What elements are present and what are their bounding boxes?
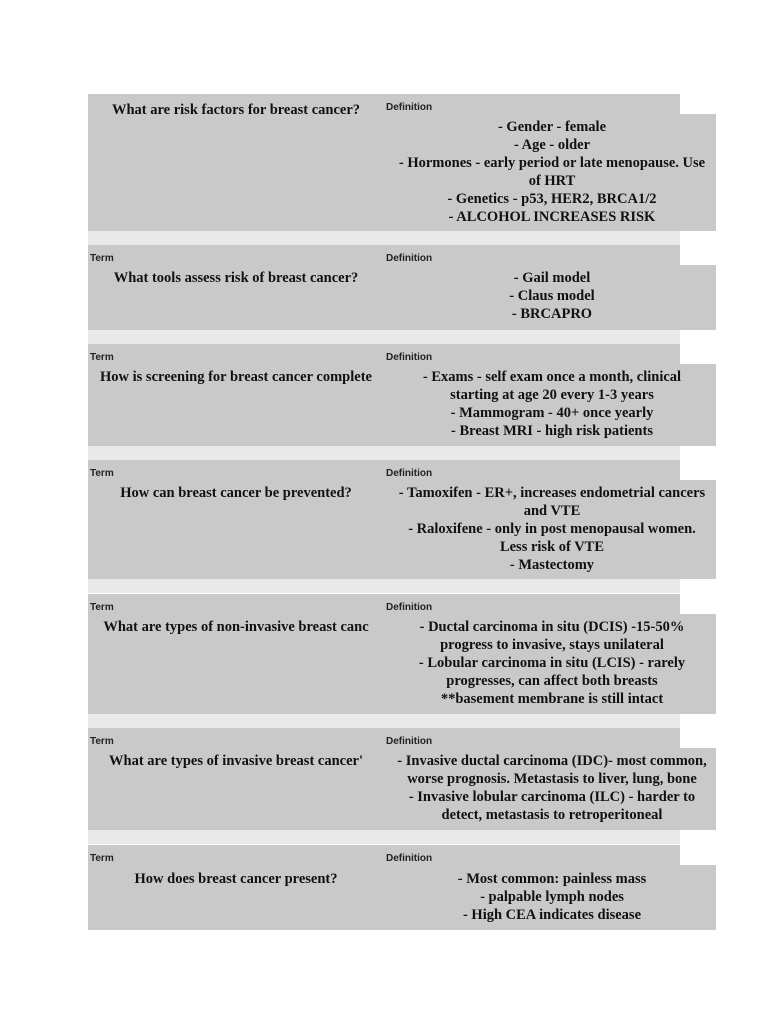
term-text: What tools assess risk of breast cancer? <box>113 270 359 286</box>
term-text: How is screening for breast cancer complete <box>100 369 372 385</box>
definition-line: - Hormones - early period or late menopause. Use <box>398 155 706 171</box>
term-text: What are risk factors for breast cancer? <box>111 102 361 118</box>
definition-line: worse prognosis. Metastasis to liver, lung, bone <box>407 771 697 787</box>
flashcard <box>88 845 680 930</box>
definition-text <box>388 118 716 226</box>
flashcard <box>88 344 680 446</box>
definition-label: Definition <box>386 102 433 113</box>
definition-label: Definition <box>386 602 433 613</box>
definition-line: progress to invasive, stays unilateral <box>440 637 664 653</box>
term-label: Term <box>90 853 114 864</box>
term-label: Term <box>90 352 114 363</box>
definition-line: - palpable lymph nodes <box>480 889 624 905</box>
definition-line: progresses, can affect both breasts <box>446 673 658 689</box>
flashcard <box>88 594 686 714</box>
card-divider <box>88 446 680 460</box>
definition-line: of HRT <box>528 173 576 189</box>
definition-line: - Exams - self exam once a month, clinical <box>422 369 682 385</box>
definition-text <box>388 269 716 323</box>
flashcard <box>88 728 707 830</box>
definition-line: - Gail model <box>513 270 591 286</box>
definition-line: - Breast MRI - high risk patients <box>451 423 653 439</box>
flashcard <box>88 245 680 330</box>
term-text: What are types of invasive breast cancer' <box>109 753 363 769</box>
definition-line: - Gender - female <box>497 119 607 135</box>
definition-line: - High CEA indicates disease <box>462 907 642 923</box>
definition-line: - Genetics - p53, HER2, BRCA1/2 <box>447 191 657 207</box>
term-label: Term <box>90 602 114 613</box>
definition-text <box>388 870 716 924</box>
term-text: How can breast cancer be prevented? <box>120 485 352 501</box>
definition-line: - Invasive lobular carcinoma (ILC) - harder to <box>408 789 696 805</box>
card-divider <box>88 579 680 593</box>
definition-line: and VTE <box>523 503 581 519</box>
definition-label: Definition <box>386 468 433 479</box>
definition-line: - Raloxifene - only in post menopausal women. <box>408 521 696 537</box>
definition-line: - Lobular carcinoma in situ (LCIS) - rarely <box>418 655 686 671</box>
definition-line: - Mammogram - 40+ once yearly <box>450 405 654 421</box>
definition-line: **basement membrane is still intact <box>440 691 664 707</box>
definition-line: - Ductal carcinoma in situ (DCIS) -15-50% <box>419 619 685 635</box>
definition-label: Definition <box>386 253 433 264</box>
term-label: Term <box>90 736 114 747</box>
card-divider <box>88 714 680 728</box>
definition-line: detect, metastasis to retroperitoneal <box>441 807 663 823</box>
card-divider <box>88 830 680 844</box>
definition-line: - Most common: painless mass <box>457 871 647 887</box>
definition-line: - Mastectomy <box>509 557 595 573</box>
term-text: How does breast cancer present? <box>134 871 338 887</box>
term-text: What are types of non-invasive breast canc <box>103 619 369 635</box>
definition-line: - ALCOHOL INCREASES RISK <box>448 209 656 225</box>
definition-line: - Age - older <box>513 137 591 153</box>
card-divider <box>88 330 680 344</box>
definition-line: Less risk of VTE <box>499 539 605 555</box>
definition-line: - Invasive ductal carcinoma (IDC)- most common, <box>397 753 707 769</box>
definition-line: - Claus model <box>509 288 595 304</box>
card-divider <box>88 231 680 245</box>
definition-text <box>388 618 716 708</box>
definition-label: Definition <box>386 853 433 864</box>
definition-text <box>388 368 716 440</box>
definition-text <box>388 484 716 574</box>
definition-text <box>388 752 716 824</box>
flashcard <box>88 94 706 231</box>
definition-line: - Tamoxifen - ER+, increases endometrial cancers <box>398 485 706 501</box>
term-label: Term <box>90 253 114 264</box>
definition-label: Definition <box>386 736 433 747</box>
definition-label: Definition <box>386 352 433 363</box>
term-label: Term <box>90 468 114 479</box>
definition-line: - BRCAPRO <box>511 306 593 322</box>
definition-line: starting at age 20 every 1-3 years <box>450 387 654 403</box>
flashcard <box>88 460 706 579</box>
